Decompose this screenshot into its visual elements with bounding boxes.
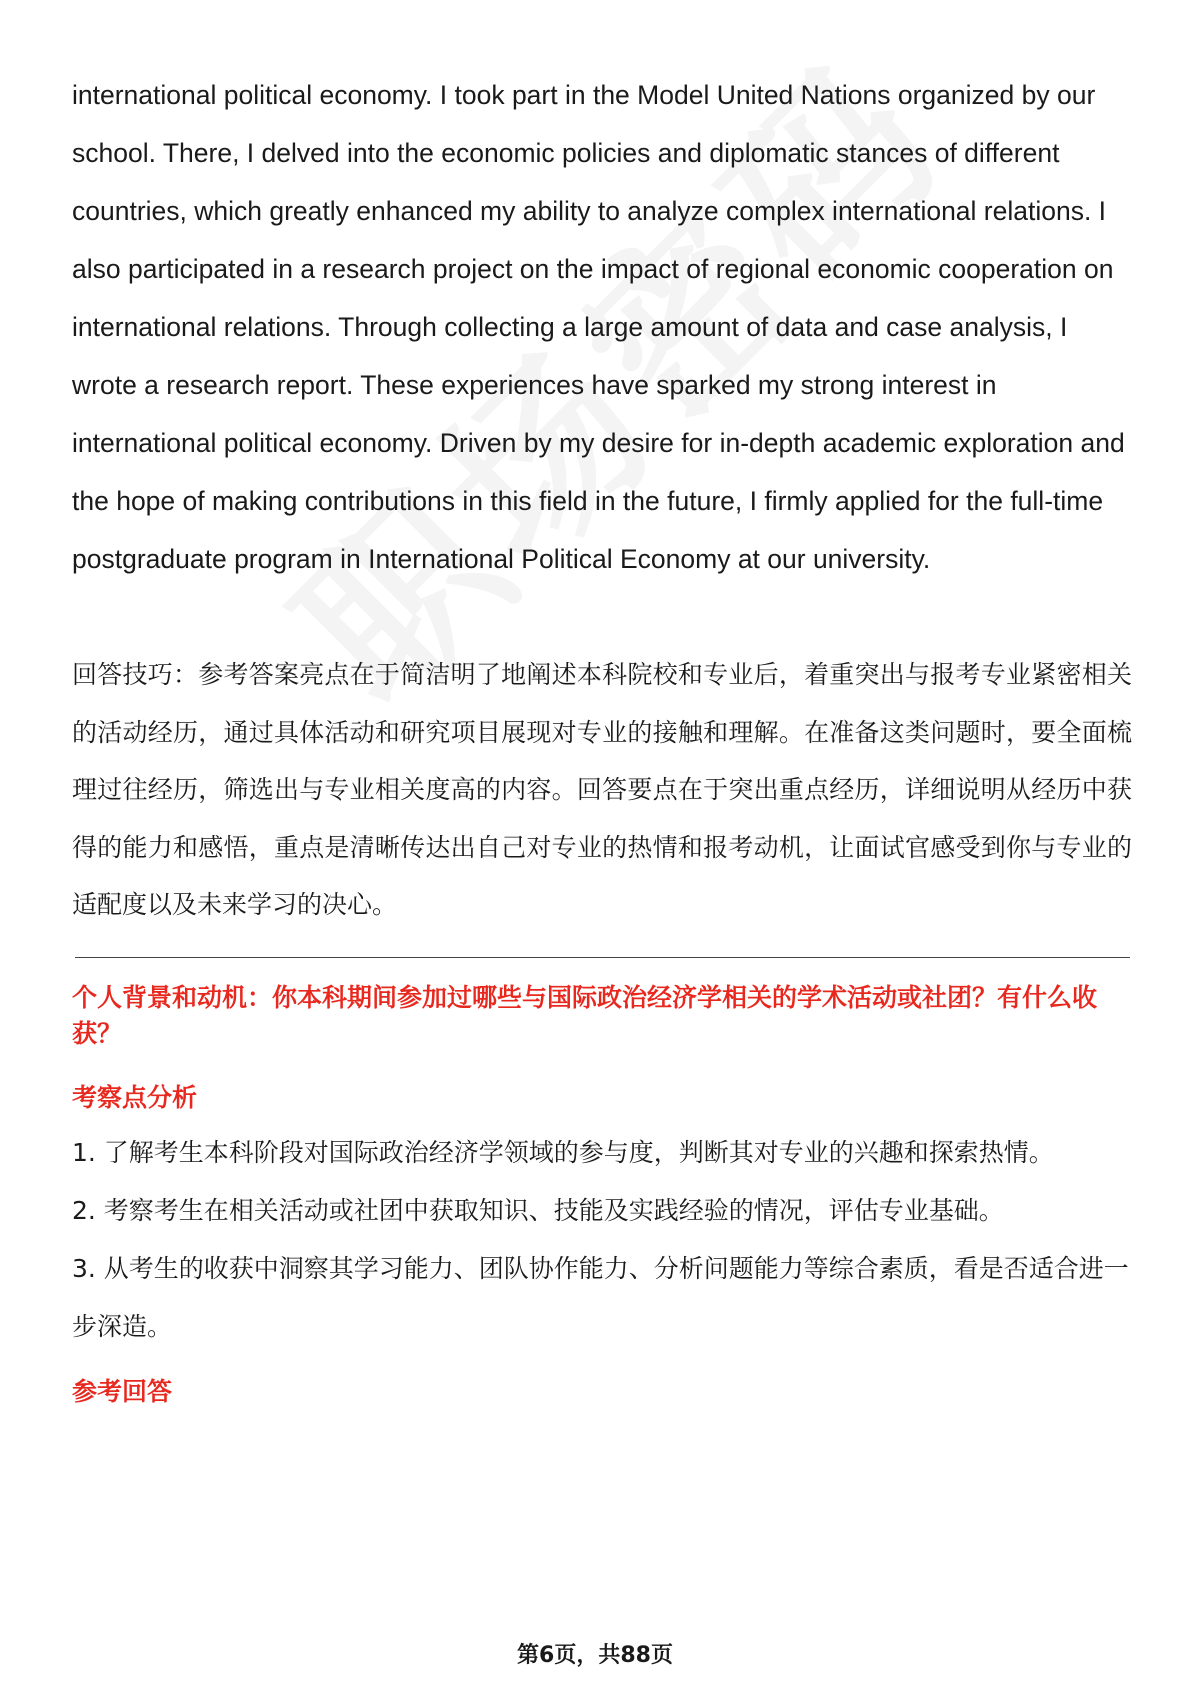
- analysis-heading: 考察点分析: [72, 1082, 198, 1112]
- english-paragraph: international political economy. I took part in the Model United Nations organized by our school. There, I delved into the economic policies and diplomatic stances of different countries, which greatly enhanced my ability to analyze complex international relations. I also participated in a research project on the impact of regional economic cooperation on international relations. Through collecting a large amount of data and case analysis, I wrote a research report. These experiences have sparked my strong interest in international political economy. Driven by my desire for in-depth academic exploration and the hope of making contributions in this field in the future, I firmly applied for the full-time postgraduate program in International Political Economy at our university.: [72, 80, 1125, 574]
- analysis-item: 3. 从考生的收获中洞察其学习能力、团队协作能力、分析问题能力等综合素质，看是否适合进一步深造。: [72, 1253, 1129, 1341]
- question-title: 个人背景和动机：你本科期间参加过哪些与国际政治经济学相关的学术活动或社团？有什么收获？: [72, 982, 1098, 1048]
- answer-tip-paragraph: 回答技巧：参考答案亮点在于简洁明了地阐述本科院校和专业后，着重突出与报考专业紧密相关的活动经历，通过具体活动和研究项目展现对专业的接触和理解。在准备这类问题时，要全面梳理过往经历，筛选出与专业相关度高的内容。回答要点在于突出重点经历，详细说明从经历中获得的能力和感悟，重点是清晰传达出自己对专业的热情和报考动机，让面试官感受到你与专业的适配度以及未来学习的决心。: [72, 660, 1132, 919]
- analysis-item: 2. 考察考生在相关活动或社团中获取知识、技能及实践经验的情况，评估专业基础。: [72, 1195, 1004, 1225]
- section-divider: [75, 957, 1130, 958]
- analysis-list: [72, 1124, 1132, 1356]
- page-content: [72, 66, 1132, 1410]
- reference-answer-heading: 参考回答: [72, 1376, 173, 1406]
- page-number: 第6页，共88页: [517, 1643, 673, 1668]
- analysis-item: 1. 了解考生本科阶段对国际政治经济学领域的参与度，判断其对专业的兴趣和探索热情。: [72, 1137, 1054, 1167]
